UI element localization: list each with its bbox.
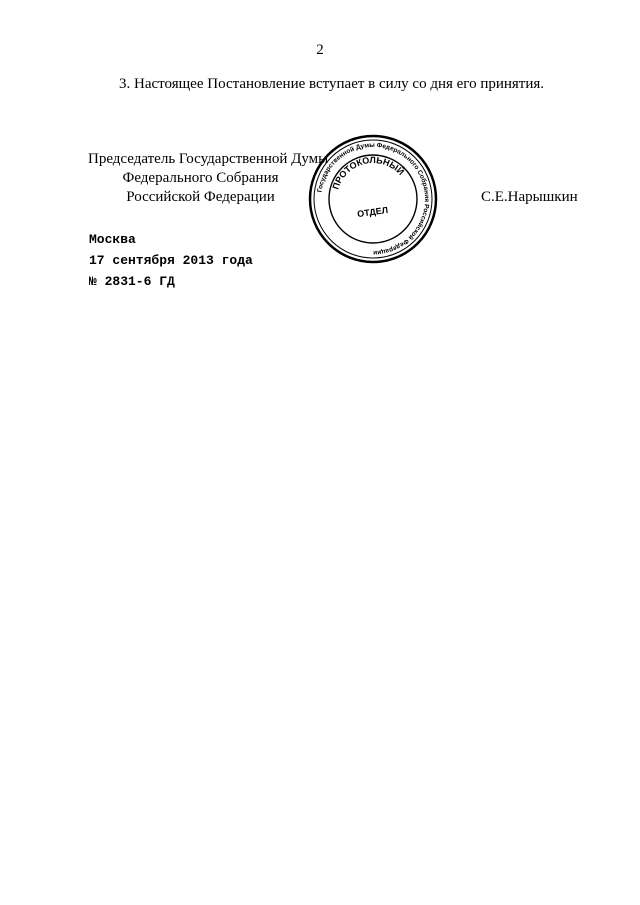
chairman-title-line-3: Российской Федерации <box>126 189 275 205</box>
document-number: № 2831-6 ГД <box>89 274 175 289</box>
paragraph-3: 3. Настоящее Постановление вступает в силу со дня его принятия. <box>119 76 545 92</box>
chairman-title <box>88 150 329 207</box>
seal-lower-text: ОТДЕЛ <box>356 204 389 220</box>
seal-outer-text: Государственной Думы Федерального Собрания Российской Федерации <box>316 141 431 257</box>
seal-center-text: ПРОТОКОЛЬНЫЙ <box>330 154 407 191</box>
adoption-date: 17 сентября 2013 года <box>89 253 253 268</box>
official-seal <box>307 133 439 265</box>
signatory-name: С.Е.Нарышкин <box>481 189 578 205</box>
chairman-title-line-1: Председатель Государственной Думы <box>88 151 329 167</box>
chairman-title-line-2: Федерального Собрания <box>122 170 279 186</box>
page-number: 2 <box>316 42 324 58</box>
city: Москва <box>89 232 136 247</box>
place-date-block <box>89 229 253 292</box>
